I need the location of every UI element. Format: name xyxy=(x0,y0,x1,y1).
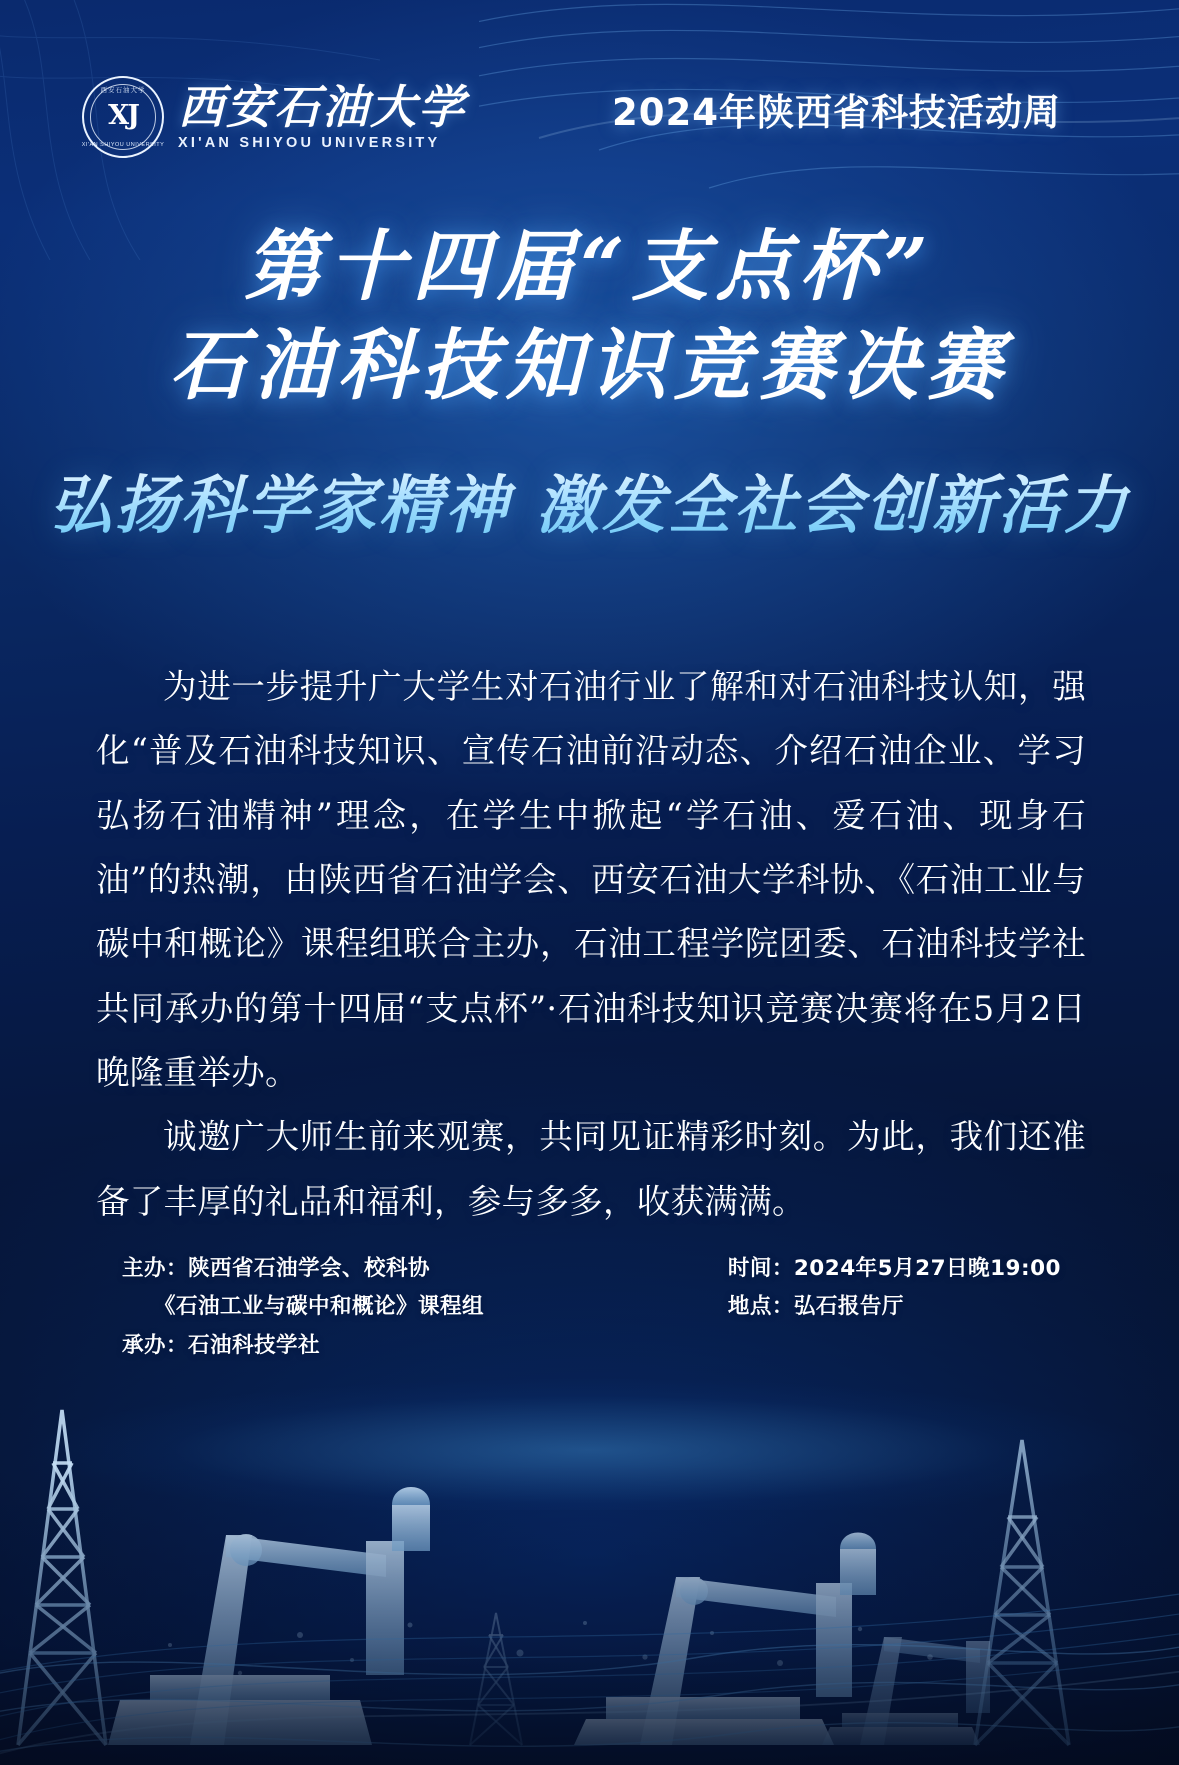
footer-time-place xyxy=(728,1250,1061,1365)
university-name-en: XI'AN SHIYOU UNIVERSITY xyxy=(178,135,441,152)
poster-footer xyxy=(0,1250,1179,1365)
university-logo xyxy=(82,76,466,158)
event-time: 时间：2024年5月27日晚19:00 xyxy=(727,1256,1061,1281)
poster-body xyxy=(96,655,1086,1234)
co-organizer-line: 承办：石油科技学社 xyxy=(122,1332,321,1358)
organizer-line-1: 主办：陕西省石油学会、校科协 xyxy=(122,1256,431,1281)
university-name-block xyxy=(178,79,466,152)
body-paragraph-1: 为进一步提升广大学生对石油行业了解和对石油科技认知，强化“普及石油科技知识、宣传石油前沿动态、介绍石油企业、学习弘扬石油精神”理念，在学生中掀起“学石油、爱石油、现身石油”的热潮，由陕西省石油学会、西安石油大学科协、《石油工业与碳中和概论》课程组联合主办，石油工程学院团委、石油科技学社共同承办的第十四届“支点杯”·石油科技知识竞赛决赛将在5月2日晚隆重举办。 xyxy=(96,667,1086,1092)
seal-bottom-text: XI'AN SHIYOU UNIVERSITY xyxy=(81,142,165,148)
footer-organizers xyxy=(122,1250,484,1365)
event-place: 地点：弘石报告厅 xyxy=(727,1294,904,1320)
seal-top-text: 西安石油大学 xyxy=(100,87,146,94)
university-seal-icon xyxy=(82,76,164,158)
title-line-1: 第十四届“支点杯” xyxy=(244,222,935,312)
bottom-fade-overlay xyxy=(0,1465,1179,1765)
poster-subtitle: 弘扬科学家精神 激发全社会创新活力 xyxy=(0,455,1179,546)
horizon-glow xyxy=(0,1360,1179,1510)
event-week-label: 2024年陕西省科技活动周 xyxy=(612,91,1061,134)
title-line-2: 石油科技知识竞赛决赛 xyxy=(169,320,1010,411)
bottom-light-streaks-icon xyxy=(0,1145,1179,1765)
poster-title xyxy=(0,218,1179,415)
seal-monogram: XJ xyxy=(108,99,138,131)
university-name-cn: 西安石油大学 xyxy=(178,79,466,134)
organizer-line-2: 《石油工业与碳中和概论》课程组 xyxy=(154,1294,485,1320)
body-paragraph-2: 诚邀广大师生前来观赛，共同见证精彩时刻。为此，我们还准备了丰厚的礼品和福利，参与多多，收获满满。 xyxy=(96,1117,1086,1221)
